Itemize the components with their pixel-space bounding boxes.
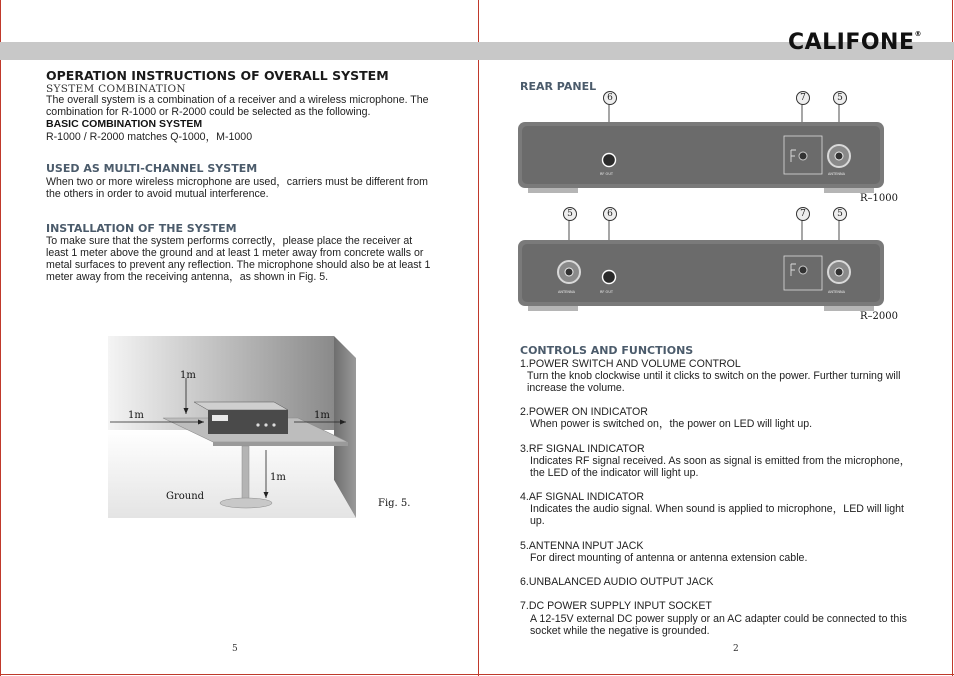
r1000-rf-out-label: RF OUT [600,172,614,176]
r1000-callout-5: 5 [833,91,847,105]
control-item-1-line-1: Turn the knob clockwise until it clicks to switch on the power. Further turning will [527,370,901,382]
r2000-model-label: R–2000 [860,311,898,322]
r2000-rf-out-jack [603,271,616,284]
control-item-2-title: 2.POWER ON INDICATOR [520,406,648,418]
receiver-front [208,410,288,434]
installation-line-3: metal surfaces to prevent any reflection. The microphone should also be at least 1 [46,259,431,271]
r2000-rear-panel [516,206,886,316]
page-number-right: 2 [733,644,739,654]
r2000-antenna-label-left: ANTENNA [558,290,575,294]
table-leg [242,446,249,501]
r1000-callout-7: 7 [796,91,810,105]
page-border-right [952,0,953,676]
controls-title: CONTROLS AND FUNCTIONS [520,344,694,357]
page-border-center [478,0,479,676]
page-number-left: 5 [232,644,238,654]
r2000-rf-out-label: RF OUT [600,290,614,294]
installation-line-4: meter away from the receiving antenna，as shown in Fig. 5. [46,271,329,283]
figure-label-down: 1m [270,472,286,483]
figure-caption: Fig. 5. [378,498,411,509]
control-item-7-line-1: A 12-15V external DC power supply or an AC adapter could be connected to this [530,613,907,625]
califone-logo: CALIFONE® [787,30,922,55]
control-item-4-line-1: Indicates the audio signal. When sound is applied to microphone，LED will light [530,503,904,515]
left-page-title: OPERATION INSTRUCTIONS OF OVERALL SYSTEM [46,68,389,83]
r2000-callout-5-right: 5 [833,207,847,221]
r2000-callout-7: 7 [796,207,810,221]
multi-channel-line-1: When two or more wireless microphone are used，carriers must be different from [46,176,428,188]
r2000-callout-5-left: 5 [563,207,577,221]
figure-label-top: 1m [180,370,196,381]
r1000-antenna-label: ANTENNA [828,172,845,176]
control-item-5-title: 5.ANTENNA INPUT JACK [520,540,644,552]
control-item-2-line-1: When power is switched on，the power on LED will light up. [530,418,813,430]
installation-line-2: least 1 meter above the ground and at least 1 meter away from concrete walls or [46,247,424,259]
multi-channel-title: USED AS MULTI-CHANNEL SYSTEM [46,162,258,175]
r2000-dc-socket [799,266,807,274]
control-item-4-title: 4.AF SIGNAL INDICATOR [520,491,645,503]
figure-ground-label: Ground [166,491,205,502]
r1000-rf-out-jack [603,154,616,167]
control-item-1-line-2: increase the volume. [527,382,625,394]
intro-line-2: combination for R-1000 or R-2000 could be selected as the following. [46,106,371,118]
control-item-1-title: 1.POWER SWITCH AND VOLUME CONTROL [520,358,741,370]
installation-line-1: To make sure that the system performs correctly，please place the receiver at [46,235,413,247]
page-border-bottom [0,674,954,675]
control-item-3-line-2: the LED of the indicator will light up. [530,467,699,479]
r1000-callout-6: 6 [603,91,617,105]
control-item-4-line-2: up. [530,515,545,527]
basic-combination-title: BASIC COMBINATION SYSTEM [46,118,203,130]
intro-line-1: The overall system is a combination of a receiver and a wireless microphone. The [46,94,429,106]
control-item-5-line-1: For direct mounting of antenna or antenna extension cable. [530,552,808,564]
control-item-7-title: 7.DC POWER SUPPLY INPUT SOCKET [520,600,712,612]
figure-label-left: 1m [128,410,144,421]
control-item-6-title: 6.UNBALANCED AUDIO OUTPUT JACK [520,576,714,588]
installation-title: INSTALLATION OF THE SYSTEM [46,222,237,235]
table-base [220,498,272,508]
r1000-rear-panel [516,90,886,200]
control-item-3-line-1: Indicates RF signal received. As soon as signal is emitted from the microphone， [530,455,911,467]
r1000-model-label: R–1000 [860,193,898,204]
r2000-callout-6: 6 [603,207,617,221]
r2000-antenna-label-right: ANTENNA [828,290,845,294]
table-edge [213,442,348,446]
basic-combination-text: R-1000 / R-2000 matches Q-1000，M-1000 [46,131,253,143]
receiver-top [194,402,288,410]
figure-label-right: 1m [314,410,330,421]
control-item-7-line-2: socket while the negative is grounded. [530,625,710,637]
rear-panel-title: REAR PANEL [520,80,597,93]
system-combination-subtitle: SYSTEM COMBINATION [46,83,186,95]
control-item-3-title: 3.RF SIGNAL INDICATOR [520,443,645,455]
multi-channel-line-2: the others in order to avoid mutual interference. [46,188,269,200]
page-border-left [0,0,1,676]
r1000-dc-socket [799,152,807,160]
